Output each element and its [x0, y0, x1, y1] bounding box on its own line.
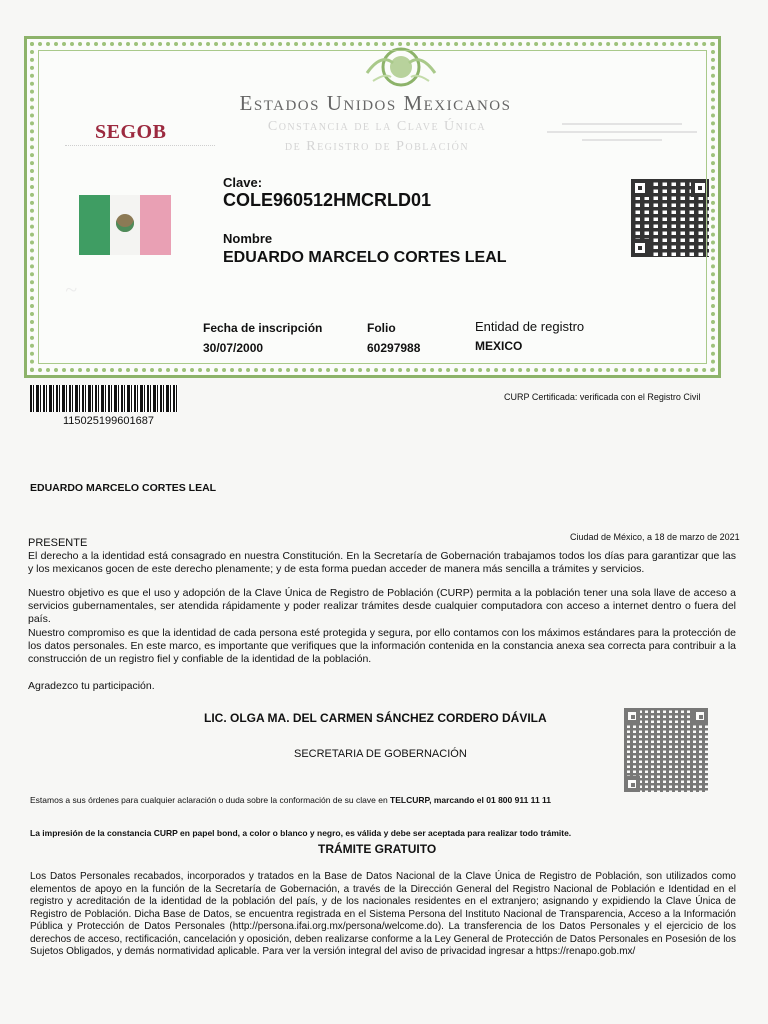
contact-note [30, 795, 551, 805]
contact-phone: TELCURP, marcando el 01 800 911 11 11 [390, 795, 552, 805]
curp-certified-note: CURP Certificada: verificada con el Registro Civil [504, 392, 701, 402]
clave-label: Clave: [223, 175, 263, 190]
tramite-gratuito: TRÁMITE GRATUITO [318, 842, 437, 856]
letter-recipient: EDUARDO MARCELO CORTES LEAL [30, 482, 217, 494]
paragraph-commitment: Nuestro compromiso es que la identidad de cada persona esté protegida y segura, por ello contamos con los máximos estándares para la protección de los datos personales. En este marco, es importante que verifiques que la información contenida en la constancia anexa sea correcta para contribuir a la construcción de un registro fiel y confiable de la identidad de la población. [28, 627, 736, 665]
faint-institution-text [542, 117, 702, 153]
clave-value: COLE960512HMCRLD01 [223, 190, 432, 210]
thanks-text: Agradezco tu participación. [28, 680, 155, 692]
header-subtitle-1: Constancia de la Clave Única [267, 119, 487, 134]
entidad-label: Entidad de registro [475, 319, 585, 334]
presente-label: PRESENTE [28, 537, 88, 549]
header-title: Estados Unidos Mexicanos [239, 91, 512, 115]
signer-title: SECRETARIA DE GOBERNACIÓN [294, 748, 467, 760]
curp-certificate [24, 36, 721, 378]
nombre-label: Nombre [223, 231, 273, 246]
folio-value: 60297988 [367, 341, 421, 355]
privacy-notice: Los Datos Personales recabados, incorporados y tratados en la Base de Datos Nacional de la Clave Única de Registro de Población, son utilizados como elementos de apoyo en la función de la Secretaría de Gobernación, a través de la Dirección General del Registro Nacional de Población e Identidad en el registro y acreditación de la identidad de la población del país, y de los nacionales residentes en el extranjero; asignando y expidiendo la Clave Única de Registro de Población. Dicha Base de Datos, se encuentra registrada en el Sistema Persona del Instituto Nacional de Transparencia, Acceso a la Información Pública y Protección de Datos Personales (http://persona.ifai.org.mx/persona/welcome.do). La transferencia de los Datos Personales y el ejercicio de los derechos de acceso, rectificación, cancelación y oposición, deben realizarse conforme a la Ley General de Protección de Datos Personales en Posesión de los Sujetos Obligados, y demás normatividad aplicable. Para ver la versión integral del aviso de privacidad ingresar a https://renapo.gob.mx/ [30, 871, 736, 957]
print-validity-note: La impresión de la constancia CURP en papel bond, a color o blanco y negro, es válida y debe ser aceptada para realizar todo trámite. [30, 828, 572, 838]
folio-label: Folio [367, 321, 396, 335]
entidad-value: MEXICO [475, 339, 523, 353]
qr-code-icon [631, 179, 709, 257]
fecha-label: Fecha de inscripción [203, 321, 323, 335]
paragraph-objective: Nuestro objetivo es que el uso y adopción de la Clave Única de Registro de Población (CURP) permita a la población tener una sola llave de acceso a servicios gubernamentales, ser atendida rápidamente y poder realizar trámites desde cualquier computadora con acceso a internet dentro o fuera del país. [28, 587, 736, 625]
watermark-text: ~ [65, 277, 77, 302]
header-subtitle-2: de Registro de Población [284, 139, 470, 154]
logo-divider [65, 145, 215, 150]
place-date: Ciudad de México, a 18 de marzo de 2021 [570, 532, 740, 542]
fecha-value: 30/07/2000 [203, 341, 264, 355]
nombre-value: EDUARDO MARCELO CORTES LEAL [223, 249, 507, 266]
segob-logo: SEGOB [95, 121, 167, 143]
contact-prefix: Estamos a sus órdenes para cualquier aclaración o duda sobre la conformación de su clave en [30, 795, 391, 805]
mexican-flag-icon [79, 195, 171, 255]
signer-name: LIC. OLGA MA. DEL CARMEN SÁNCHEZ CORDERO DÁVILA [204, 711, 547, 725]
paragraph-identity: El derecho a la identidad está consagrado en nuestra Constitución. En la Secretaría de Gobernación trabajamos todos los días para garantizar que las y los mexicanos gocen de este derecho plenamente; y de esta forma puedan acceder de manera más sencilla a trámites y servicios. [28, 550, 736, 575]
barcode [30, 385, 178, 412]
barcode-number: 115025199601687 [63, 415, 154, 427]
national-seal-icon [363, 43, 439, 93]
qr-code-large-icon [624, 708, 708, 792]
